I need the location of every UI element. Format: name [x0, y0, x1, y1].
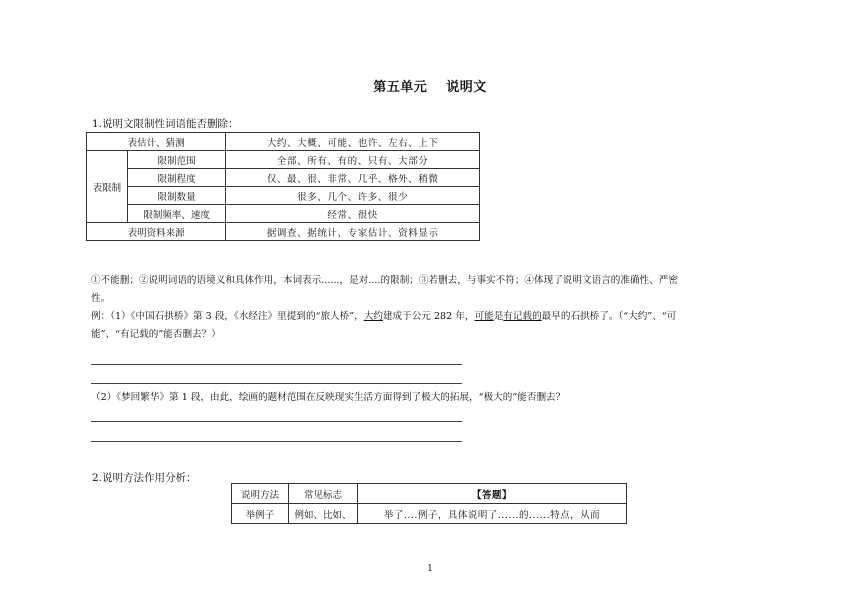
row-label: 表明资料来源	[87, 223, 226, 241]
table-header-row	[232, 484, 627, 504]
example-text: 例：（1）《中国石拱桥》第 3 段，《水经注》里提到的“旅人桥”，	[91, 311, 364, 322]
row-label: 限制频率、速度	[127, 205, 226, 223]
answer-blank-line[interactable]	[91, 383, 462, 384]
row-label: 限制程度	[127, 169, 226, 187]
answer-blank-line[interactable]	[91, 421, 462, 422]
qualifier-words-table	[86, 132, 480, 241]
answer-line: 性。	[91, 293, 111, 304]
table-row	[87, 133, 480, 151]
example-question-cont: 能”、“有记载的”能否删去？）	[91, 329, 221, 340]
table-row	[87, 151, 480, 169]
answer-line: ①不能删；②说明词语的语境义和具体作用，本词表示......，是对....的限制；③若删去，与事实不符；④体现了说明文语言的准确性、严密	[91, 275, 678, 286]
row-label: 限制数量	[127, 187, 226, 205]
row-label: 表估计、猜测	[87, 133, 226, 151]
example-text: 最早的石拱桥了。（“大约”、“可	[541, 311, 677, 322]
answer-notes	[91, 272, 771, 344]
column-header: 常见标志	[289, 484, 358, 504]
table-cell: 举了....例子，具体说明了......的......特点，从而	[358, 504, 627, 524]
answer-blank-line[interactable]	[91, 364, 462, 365]
row-desc: 大约、大概、可能、也许、左右、上下	[226, 133, 480, 151]
table-cell: 举例子	[232, 504, 289, 524]
underlined-word: 可能	[474, 311, 494, 322]
table-row	[87, 169, 480, 187]
row-desc: 仅、最、很、非常、几乎、格外、稍微	[226, 169, 480, 187]
example-text: 建成于公元 282 年，	[382, 311, 475, 322]
row-label: 限制范围	[127, 151, 226, 169]
answer-blank-line[interactable]	[91, 441, 462, 442]
page-title: 第五单元 说明文	[373, 80, 487, 95]
table-row	[87, 187, 480, 205]
example-question-2: （2）《梦回繁华》第 1 段，由此，绘画的题材范围在反映现实生活方面得到了极大的拓展，“极大的”能否删去？	[91, 392, 566, 403]
underlined-word: 有记载的	[503, 311, 542, 322]
section2-heading: 2.说明方法作用分析：	[92, 472, 197, 484]
column-header: 说明方法	[232, 484, 289, 504]
column-header: 【答题】	[358, 484, 627, 504]
example-question	[91, 308, 771, 326]
table-row	[87, 223, 480, 241]
explanation-methods-table	[231, 483, 627, 524]
underlined-word: 大约	[363, 311, 383, 322]
row-desc: 据调查、据统计、专家估计、资料显示	[226, 223, 480, 241]
row-desc: 很多、几个、许多、很少	[226, 187, 480, 205]
table-row	[232, 504, 627, 524]
table-row	[87, 205, 480, 223]
example-text: 是	[493, 311, 504, 322]
table-cell: 例如、比如、	[289, 504, 358, 524]
group-label: 表限制	[87, 151, 128, 223]
row-desc: 全部、所有、有的、只有、大部分	[226, 151, 480, 169]
row-desc: 经常、很快	[226, 205, 480, 223]
section1-heading: 1.说明文限制性词语能否删除：	[92, 118, 239, 130]
page-number: 1	[427, 564, 433, 574]
